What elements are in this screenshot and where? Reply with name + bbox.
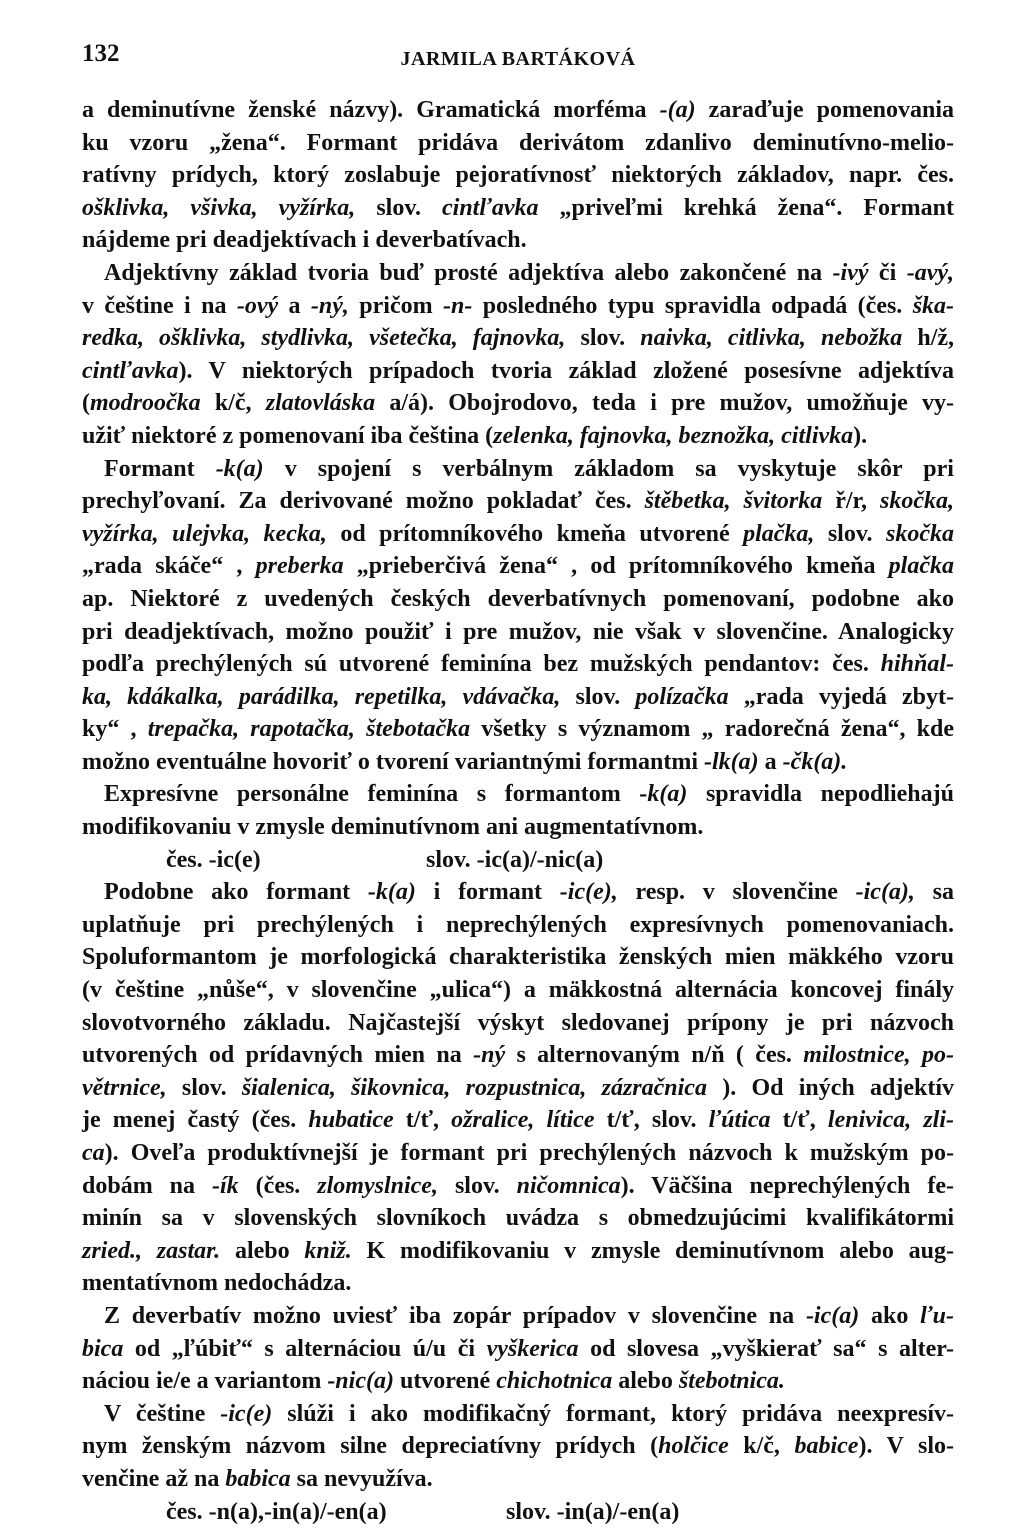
text-line [82, 1430, 954, 1463]
text-line [82, 1137, 954, 1170]
text-line [82, 1300, 954, 1333]
text-run: resp. v slovenčine [617, 879, 856, 906]
italic-term: hihňal- [880, 651, 954, 678]
text-run: V češtine [104, 1400, 221, 1427]
text-run: slov. [355, 194, 443, 221]
page-header [82, 40, 954, 72]
text-run: alebo [612, 1368, 679, 1395]
text-line [82, 974, 954, 1007]
text-run: alebo [220, 1237, 305, 1264]
italic-term: plačka, [743, 520, 815, 547]
italic-term: hubatice [308, 1107, 394, 1134]
italic-term: -nic(a) [327, 1368, 394, 1395]
text-run: Expresívne personálne feminína s formantom [104, 781, 640, 808]
italic-term: ška- [912, 292, 955, 319]
text-run: posledného typu spravidla odpadá (čes. [472, 292, 913, 319]
italic-term: vyškerica [486, 1335, 579, 1362]
text-run: utvorené [393, 1368, 497, 1395]
italic-term: plačka [888, 553, 954, 580]
italic-term: -k(a) [639, 781, 688, 808]
text-run: t/ť, [393, 1107, 452, 1134]
italic-term: polízačka [635, 683, 729, 710]
text-run: a/á). Obojrodovo, teda i pre mužov, umožňuje vy- [375, 390, 954, 417]
text-run: ratívny prídych, ktorý zoslabuje pejoratívnosť niektorých základov, napr. čes. [82, 162, 954, 189]
text-line [82, 1235, 954, 1268]
italic-term: ka, kdákalka, parádilka, repetilka, vdávačka, [82, 683, 561, 710]
italic-term: zried., zastar. [82, 1237, 221, 1264]
text-line [82, 257, 954, 290]
text-run: ku vzoru „žena“. Formant pridáva derivátom zdanlivo deminutívno-melio- [82, 129, 954, 156]
text-line [82, 583, 954, 616]
text-run: i formant [415, 879, 560, 906]
text-line [82, 876, 954, 909]
text-line [82, 322, 954, 355]
text-run: ). Od iných adjektív [706, 1074, 954, 1101]
italic-term: štebotnica. [678, 1368, 785, 1395]
italic-term: -ový [236, 292, 279, 319]
body-text [82, 94, 954, 1528]
text-line [82, 1072, 954, 1105]
text-run: (v češtine „nůše“, v slovenčine „ulica“) a mäkkostná alternácia koncovej finály [82, 977, 954, 1004]
text-run: utvorených od prídavných mien na [82, 1042, 474, 1069]
example-slov-2: slov. -in(a)/-en(a) [506, 1498, 680, 1525]
text-line [82, 127, 954, 160]
italic-term: babice [794, 1433, 859, 1460]
text-line [82, 1463, 954, 1496]
text-line [82, 1039, 954, 1072]
italic-term: šialenica, šikovnica, rozpustnica, zázračnica [241, 1074, 707, 1101]
text-run: ( [82, 390, 90, 417]
text-line [82, 550, 954, 583]
italic-term: -ný, [310, 292, 349, 319]
italic-term: ožralice, lítice [451, 1107, 595, 1134]
text-run: „prieberčivá žena“ , od prítomníkového kmeňa [343, 553, 889, 580]
italic-term: -ný [473, 1042, 506, 1069]
italic-term: -ic(e), [559, 879, 618, 906]
italic-term: ca [82, 1140, 105, 1166]
text-run: od „ľúbiť“ s alternáciou ú/u či [123, 1335, 487, 1362]
text-line [82, 778, 954, 811]
text-run: spravidla nepodliehajú [687, 781, 954, 808]
italic-term: vyžírka, ulejvka, kecka, [82, 520, 327, 547]
text-run: slov. [565, 325, 641, 352]
italic-term: -avý, [906, 259, 954, 286]
text-run: h/ž, [902, 325, 955, 352]
italic-term: zlomyslnice, [317, 1172, 438, 1199]
italic-term: -k(a) [367, 879, 416, 906]
text-run: slúži i ako modifikačný formant, ktorý pridáva neexpresív- [272, 1400, 955, 1427]
italic-term: chichotnica [496, 1368, 613, 1395]
text-run: ap. Niektoré z uvedených českých deverbatívnych pomenovaní, podobne ako [82, 585, 954, 612]
text-run: venčine až na [82, 1465, 226, 1492]
text-run: „rada skáče“ , [82, 553, 256, 580]
text-run: a [758, 748, 783, 775]
text-run: Formant [104, 455, 216, 482]
text-run: ). Oveľa produktívnejší je formant pri prechýlených názvoch k mužským po- [104, 1140, 954, 1166]
text-run: prechyľovaní. Za derivované možno pokladať čes. [82, 488, 645, 515]
text-run: s alternovaným n/ň ( čes. [505, 1042, 804, 1069]
italic-term: ľútica [708, 1107, 771, 1134]
italic-term: ľu- [920, 1302, 954, 1329]
italic-term: -ivý [832, 259, 869, 286]
text-run: modifikovaniu v zmysle deminutívnom ani augmentatívnom. [82, 814, 704, 841]
text-run: slov. [166, 1074, 242, 1101]
text-line [82, 485, 954, 518]
text-line [82, 616, 954, 649]
text-run: sa nevyužíva. [290, 1465, 433, 1492]
text-run: Z deverbatív možno uviesť iba zopár prípadov v slovenčine na [104, 1302, 806, 1329]
italic-term: -ic(a), [855, 879, 915, 906]
text-run: Spoluformantom je morfologická charakteristika ženských mien mäkkého vzoru [82, 944, 954, 971]
text-run: mentatívnom nedochádza. [82, 1270, 352, 1297]
text-line [82, 290, 954, 323]
text-run: podľa prechýlených sú utvorené feminína bez mužských pendantov: čes. [82, 651, 881, 678]
text-line [82, 355, 954, 388]
running-title: JARMILA BARTÁKOVÁ [400, 48, 636, 70]
italic-term: -k(a) [215, 455, 264, 482]
example-pair-1 [82, 844, 954, 877]
text-line [82, 1202, 954, 1235]
text-run: ř/r, [822, 488, 880, 515]
text-line [82, 387, 954, 420]
text-run: t/ť, slov. [594, 1107, 709, 1134]
text-run: Podobne ako formant [104, 879, 368, 906]
text-line [82, 1170, 954, 1203]
text-run: či [868, 259, 907, 286]
text-run: dobám na [82, 1172, 213, 1199]
italic-term: babica [225, 1465, 291, 1492]
italic-term: štěbetka, švitorka [644, 488, 823, 515]
text-run: pri deadjektívach, možno použiť i pre mužov, nie však v slovenčine. Analogicky [82, 618, 954, 645]
example-ces-2: čes. -n(a),-in(a)/-en(a) [166, 1498, 387, 1525]
text-run: a deminutívne ženské názvy). Gramatická morféma [82, 97, 660, 123]
text-run: uplatňuje pri prechýlených i neprechýlených expresívnych pomenovaniach. [82, 911, 954, 938]
italic-term: lenivica, zli- [827, 1107, 954, 1134]
text-run: ). V niektorých prípadoch tvoria základ zložené posesívne adjektíva [178, 357, 954, 384]
text-line [82, 420, 954, 453]
italic-term: -lk(a) [704, 748, 759, 775]
text-line [82, 1365, 954, 1398]
text-line [82, 811, 954, 844]
text-run: slov. [560, 683, 636, 710]
text-run: ). Väčšina neprechýlených fe- [620, 1172, 954, 1199]
text-run: v češtine i na [82, 292, 237, 319]
text-run: ako [859, 1302, 921, 1329]
italic-term: kniž. [304, 1237, 352, 1264]
text-run: všetky s významom „ radorečná žena“, kde [470, 716, 955, 743]
text-line [82, 1398, 954, 1431]
italic-term: -n- [442, 292, 473, 319]
example-slov-1: slov. -ic(a)/-nic(a) [426, 846, 604, 873]
text-run: náciou ie/e a variantom [82, 1368, 328, 1395]
text-run: je menej častý (čes. [82, 1107, 309, 1134]
text-line [82, 1267, 954, 1300]
text-run: t/ť, [770, 1107, 828, 1134]
text-line [82, 453, 954, 486]
italic-term: ošklivka, všivka, vyžírka, [82, 194, 356, 221]
text-line [82, 1333, 954, 1366]
italic-term: -ic(a) [805, 1302, 860, 1329]
text-run: nájdeme pri deadjektívach i deverbatívach. [82, 227, 527, 254]
text-line [82, 681, 954, 714]
italic-term: trepačka, rapotačka, štebotačka [147, 716, 471, 743]
text-line [82, 94, 954, 127]
text-line [82, 909, 954, 942]
text-line [82, 648, 954, 681]
text-line [82, 713, 954, 746]
italic-term: skočka [886, 520, 954, 547]
text-run: od slovesa „vyškierať sa“ s alter- [578, 1335, 955, 1362]
text-line [82, 941, 954, 974]
text-run: sa [914, 879, 955, 906]
text-line [82, 746, 954, 779]
italic-term: cintľavka [82, 357, 179, 384]
text-run: minín sa v slovenských slovníkoch uvádza s obmedzujúcimi kvalifikátormi [82, 1205, 954, 1232]
text-run: v spojení s verbálnym základom sa vyskytuje skôr pri [263, 455, 954, 482]
text-line [82, 224, 954, 257]
text-run: užiť niektoré z pomenovaní iba čeština ( [82, 422, 494, 449]
italic-term: zlatovláska [265, 390, 376, 417]
italic-term: holčice [658, 1433, 729, 1460]
text-run: možno eventuálne hovoriť o tvorení variantnými formantmi [82, 748, 705, 775]
italic-term: modroočka [90, 390, 201, 417]
italic-term: -ic(e) [220, 1400, 273, 1427]
italic-term: větrnice, [82, 1074, 167, 1101]
text-run: ). V slo- [858, 1433, 954, 1460]
italic-term: redka, ošklivka, stydlivka, všetečka, fajnovka, [82, 325, 566, 352]
text-line [82, 192, 954, 225]
text-run: a [278, 292, 311, 319]
page-number: 132 [82, 40, 120, 67]
text-run: ). [853, 422, 868, 449]
text-run: (čes. [238, 1172, 318, 1199]
text-run: slov. [437, 1172, 517, 1199]
example-pair-2 [82, 1496, 954, 1528]
text-run: K modifikovaniu v zmysle deminutívnom alebo aug- [351, 1237, 954, 1264]
italic-term: skočka, [879, 488, 954, 515]
text-run: Adjektívny základ tvoria buď prosté adjektíva alebo zakončené na [104, 259, 833, 286]
italic-term: -ík [212, 1172, 239, 1199]
text-run: pričom [348, 292, 443, 319]
text-run: slovotvorného základu. Najčastejší výskyt sledovanej prípony je pri názvoch [82, 1009, 954, 1036]
text-run: „priveľmi krehká žena“. Formant [538, 194, 954, 221]
italic-term: -(a) [659, 97, 696, 123]
text-run: ky“ , [82, 716, 148, 743]
italic-term: preberka [255, 553, 344, 580]
text-run: „rada vyjedá zbyt- [728, 683, 954, 710]
text-line [82, 159, 954, 192]
italic-term: -čk(a). [782, 748, 848, 775]
text-run: nym ženským názvom silne depreciatívny prídych ( [82, 1433, 659, 1460]
example-ces-1: čes. -ic(e) [166, 846, 261, 873]
italic-term: naivka, citlivka, nebožka [640, 325, 903, 352]
text-run: slov. [814, 520, 886, 547]
italic-term: cintľavka [442, 194, 539, 221]
text-line [82, 518, 954, 551]
italic-term: milostnice, po- [803, 1042, 954, 1069]
italic-term: bica [82, 1335, 124, 1362]
italic-term: zelenka, fajnovka, beznožka, citlivka [493, 422, 854, 449]
text-run: k/č, [200, 390, 266, 417]
text-line [82, 1007, 954, 1040]
text-run: k/č, [728, 1433, 795, 1460]
text-run: od prítomníkového kmeňa utvorené [326, 520, 744, 547]
italic-term: ničomnica [516, 1172, 621, 1199]
text-line [82, 1104, 954, 1137]
text-run: zaraďuje pomenovania [695, 97, 954, 123]
